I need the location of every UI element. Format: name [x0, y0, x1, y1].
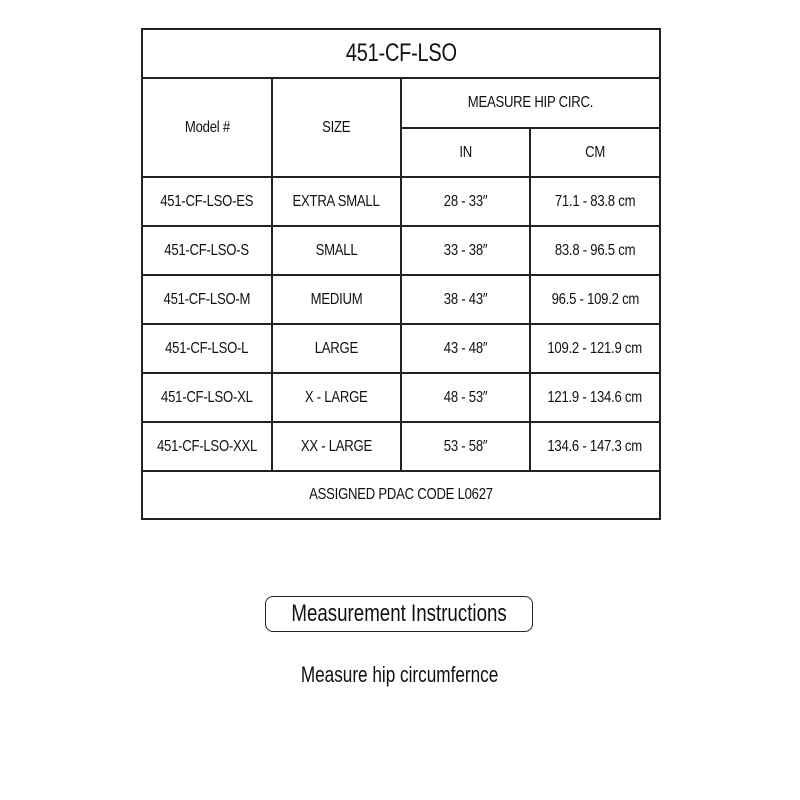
- cell-text: 451-CF-LSO-M: [163, 290, 251, 308]
- header-in: [401, 128, 530, 177]
- cell-text: 28 - 33″: [443, 192, 488, 210]
- table-title: [142, 29, 660, 78]
- cell-cm: [530, 422, 660, 471]
- cell-text: 43 - 48″: [443, 339, 488, 357]
- table-title-text: 451-CF-LSO: [345, 39, 457, 67]
- cell-text: 451-CF-LSO-ES: [160, 192, 254, 210]
- header-measure-text: MEASURE HIP CIRC.: [467, 94, 594, 111]
- cell-size: [272, 177, 401, 226]
- cell-text: 71.1 - 83.8 cm: [554, 192, 636, 210]
- cell-in: [401, 275, 530, 324]
- cell-text: EXTRA SMALL: [293, 192, 380, 210]
- cell-in: [401, 373, 530, 422]
- cell-text: 134.6 - 147.3 cm: [547, 437, 643, 455]
- cell-model: [142, 373, 272, 422]
- measurement-instructions-text: [200, 662, 600, 688]
- cell-text: MEDIUM: [310, 290, 363, 308]
- table-footer: [142, 471, 660, 519]
- cell-text: 38 - 43″: [443, 290, 488, 308]
- cell-text: XX - LARGE: [300, 437, 373, 455]
- cell-model: [142, 226, 272, 275]
- table-row: [142, 373, 660, 422]
- footer-text: ASSIGNED PDAC CODE L0627: [309, 486, 493, 503]
- cell-size: [272, 275, 401, 324]
- cell-text: 109.2 - 121.9 cm: [547, 339, 643, 357]
- table-row: [142, 324, 660, 373]
- header-size-text: SIZE: [322, 118, 351, 136]
- cell-text: 121.9 - 134.6 cm: [547, 388, 643, 406]
- cell-model: [142, 275, 272, 324]
- instructions-heading-text: Measurement Instructions: [291, 600, 507, 627]
- cell-in: [401, 324, 530, 373]
- cell-cm: [530, 226, 660, 275]
- cell-model: [142, 324, 272, 373]
- table-row: [142, 177, 660, 226]
- cell-text: 48 - 53″: [443, 388, 488, 406]
- cell-cm: [530, 324, 660, 373]
- cell-text: X - LARGE: [305, 388, 368, 406]
- cell-text: 451-CF-LSO-XXL: [156, 437, 258, 455]
- cell-text: 451-CF-LSO-XL: [161, 388, 253, 406]
- cell-cm: [530, 373, 660, 422]
- header-cm-text: CM: [585, 143, 605, 161]
- cell-size: [272, 373, 401, 422]
- cell-size: [272, 324, 401, 373]
- cell-size: [272, 226, 401, 275]
- size-chart-table: [141, 28, 661, 520]
- table-row: [142, 226, 660, 275]
- cell-text: 83.8 - 96.5 cm: [554, 241, 636, 259]
- cell-text: 53 - 58″: [443, 437, 488, 455]
- cell-model: [142, 422, 272, 471]
- cell-text: 451-CF-LSO-L: [165, 339, 249, 357]
- header-in-text: IN: [459, 143, 472, 161]
- cell-in: [401, 177, 530, 226]
- cell-text: 33 - 38″: [443, 241, 488, 259]
- header-measure-group: [401, 78, 660, 128]
- cell-text: LARGE: [314, 339, 359, 357]
- cell-in: [401, 226, 530, 275]
- cell-cm: [530, 177, 660, 226]
- table-row: [142, 275, 660, 324]
- header-size: [272, 78, 401, 177]
- cell-cm: [530, 275, 660, 324]
- instructions-body-text: Measure hip circumfernce: [301, 662, 499, 687]
- header-model: [142, 78, 272, 177]
- measurement-instructions-heading: [265, 596, 533, 632]
- table-row: [142, 422, 660, 471]
- cell-text: SMALL: [315, 241, 358, 259]
- cell-text: 96.5 - 109.2 cm: [551, 290, 639, 308]
- cell-size: [272, 422, 401, 471]
- header-cm: [530, 128, 660, 177]
- header-model-text: Model #: [184, 118, 230, 136]
- cell-text: 451-CF-LSO-S: [164, 241, 250, 259]
- cell-in: [401, 422, 530, 471]
- cell-model: [142, 177, 272, 226]
